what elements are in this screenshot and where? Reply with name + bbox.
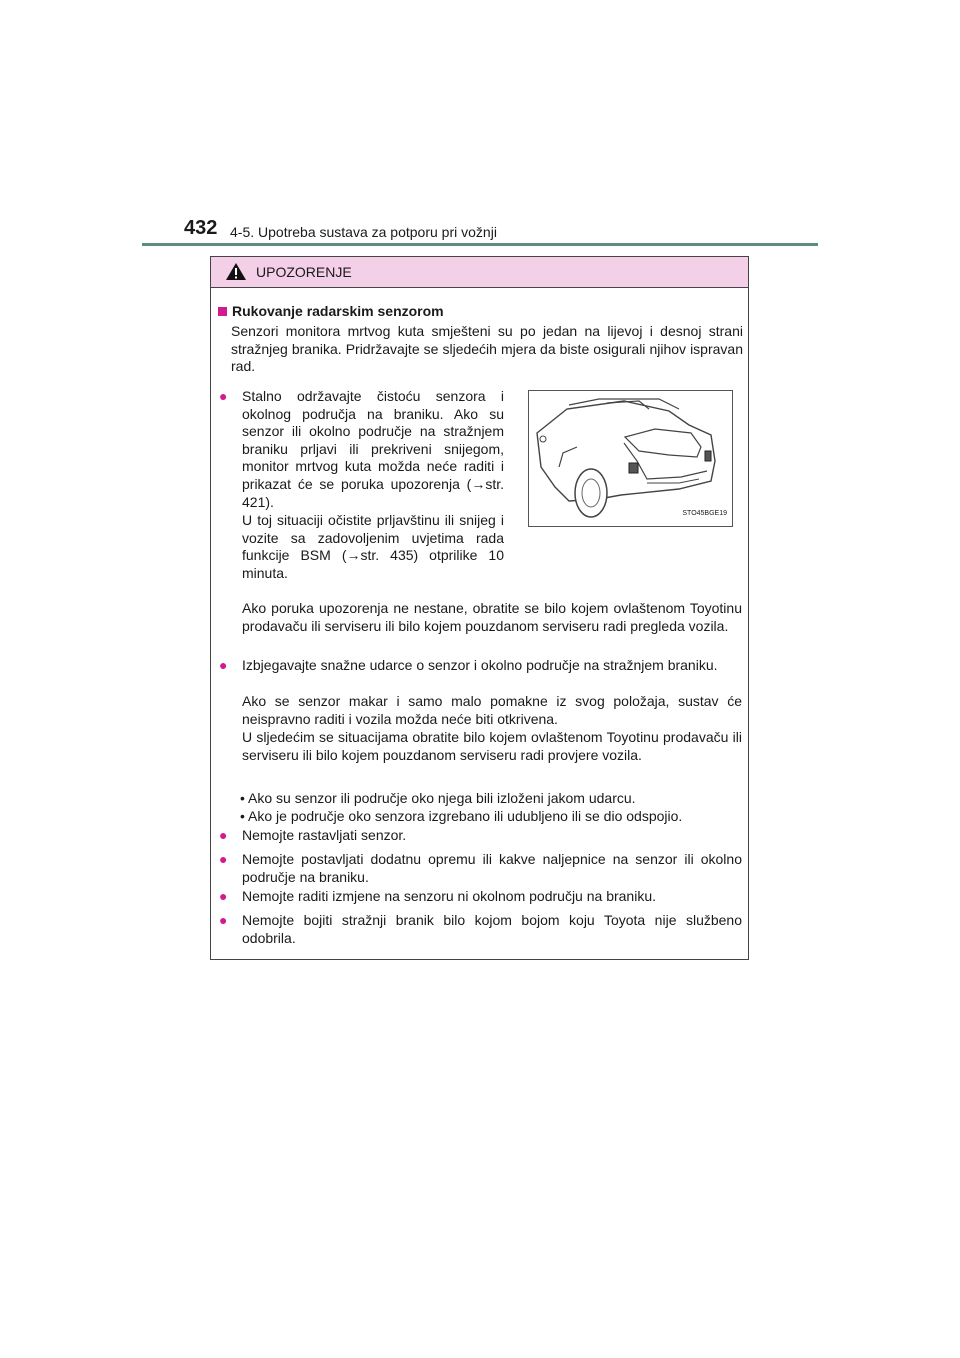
bullet-icon: ● (219, 657, 228, 673)
header-rule (142, 243, 818, 246)
item-2: Izbjegavajte snažne udarce o senzor i okolno područje na stražnjem braniku. (242, 657, 718, 673)
warning-icon (225, 262, 247, 281)
item-1-followup: Ako poruka upozorenja ne nestane, obratite se bilo kojem ovlaštenom Toyotinu prodavaču ili serviseru ili bilo kojem pouzdanom serviseru radi pregleda vozila. (242, 600, 742, 634)
bullet-icon: ● (219, 888, 228, 904)
sub-item-2: • Ako je područje oko senzora izgrebano ili udubljeno ili se dio odspojio. (240, 808, 683, 824)
bullet-icon: ● (219, 827, 228, 843)
item-6: Nemojte bojiti stražnji branik bilo kojom bojom koju Toyota nije službeno odobrila. (242, 912, 742, 946)
page-number: 432 (184, 217, 218, 239)
warning-header (211, 257, 748, 288)
bullet-icon: ● (219, 388, 228, 404)
item-2-followup: U sljedećim se situacijama obratite bilo kojem ovlaštenom Toyotinu prodavaču ili serviseru ili bilo kojem pouzdanom serviseru radi provjere vozila. (242, 729, 742, 763)
item-1-detail: U toj situaciji očistite prljavštinu ili snijeg i vozite sa zadovoljenim uvjetima rada funkcije BSM (→str. 435) otprilike 10 minuta. (242, 512, 504, 581)
section-title: 4-5. Upotreba sustava za potporu pri vožnji (230, 224, 497, 240)
intro-paragraph: Senzori monitora mrtvog kuta smješteni su po jedan na lijevoj i desnoj strani stražnjeg branika. Pridržavajte se sljedećih mjera da biste osigurali njihov ispravan rad. (231, 323, 743, 375)
warning-box (210, 256, 749, 960)
warning-label: UPOZORENJE (256, 264, 352, 280)
sub-item-1: • Ako su senzor ili područje oko njega bili izloženi jakom udarcu. (240, 790, 636, 806)
item-3: Nemojte rastavljati senzor. (242, 827, 407, 843)
warning-heading: Rukovanje radarskim senzorom (218, 303, 444, 321)
car-rear-figure (528, 390, 733, 527)
item-5: Nemojte raditi izmjene na senzoru ni okolnom području na braniku. (242, 888, 656, 904)
bullet-icon: ● (219, 851, 228, 867)
bullet-icon: ● (219, 912, 228, 928)
item-1: Stalno održavajte čistoću senzora i okolnog područja na braniku. Ako su senzor ili okolno područje na stražnjem braniku prljavi ili prekriveni snijegom, monitor mrtvog kuta možda neće raditi i prikazat će se poruka upozorenja (→str. 421). (242, 388, 504, 510)
item-4: Nemojte postavljati dodatnu opremu ili kakve naljepnice na senzor ili okolno područje na braniku. (242, 851, 742, 885)
square-bullet-icon (218, 307, 227, 316)
item-2-detail: Ako se senzor makar i samo malo pomakne iz svog položaja, sustav će neispravno raditi i vozila možda neće biti otkrivena. (242, 693, 742, 727)
figure-code: STO45BGE19 (682, 510, 727, 518)
